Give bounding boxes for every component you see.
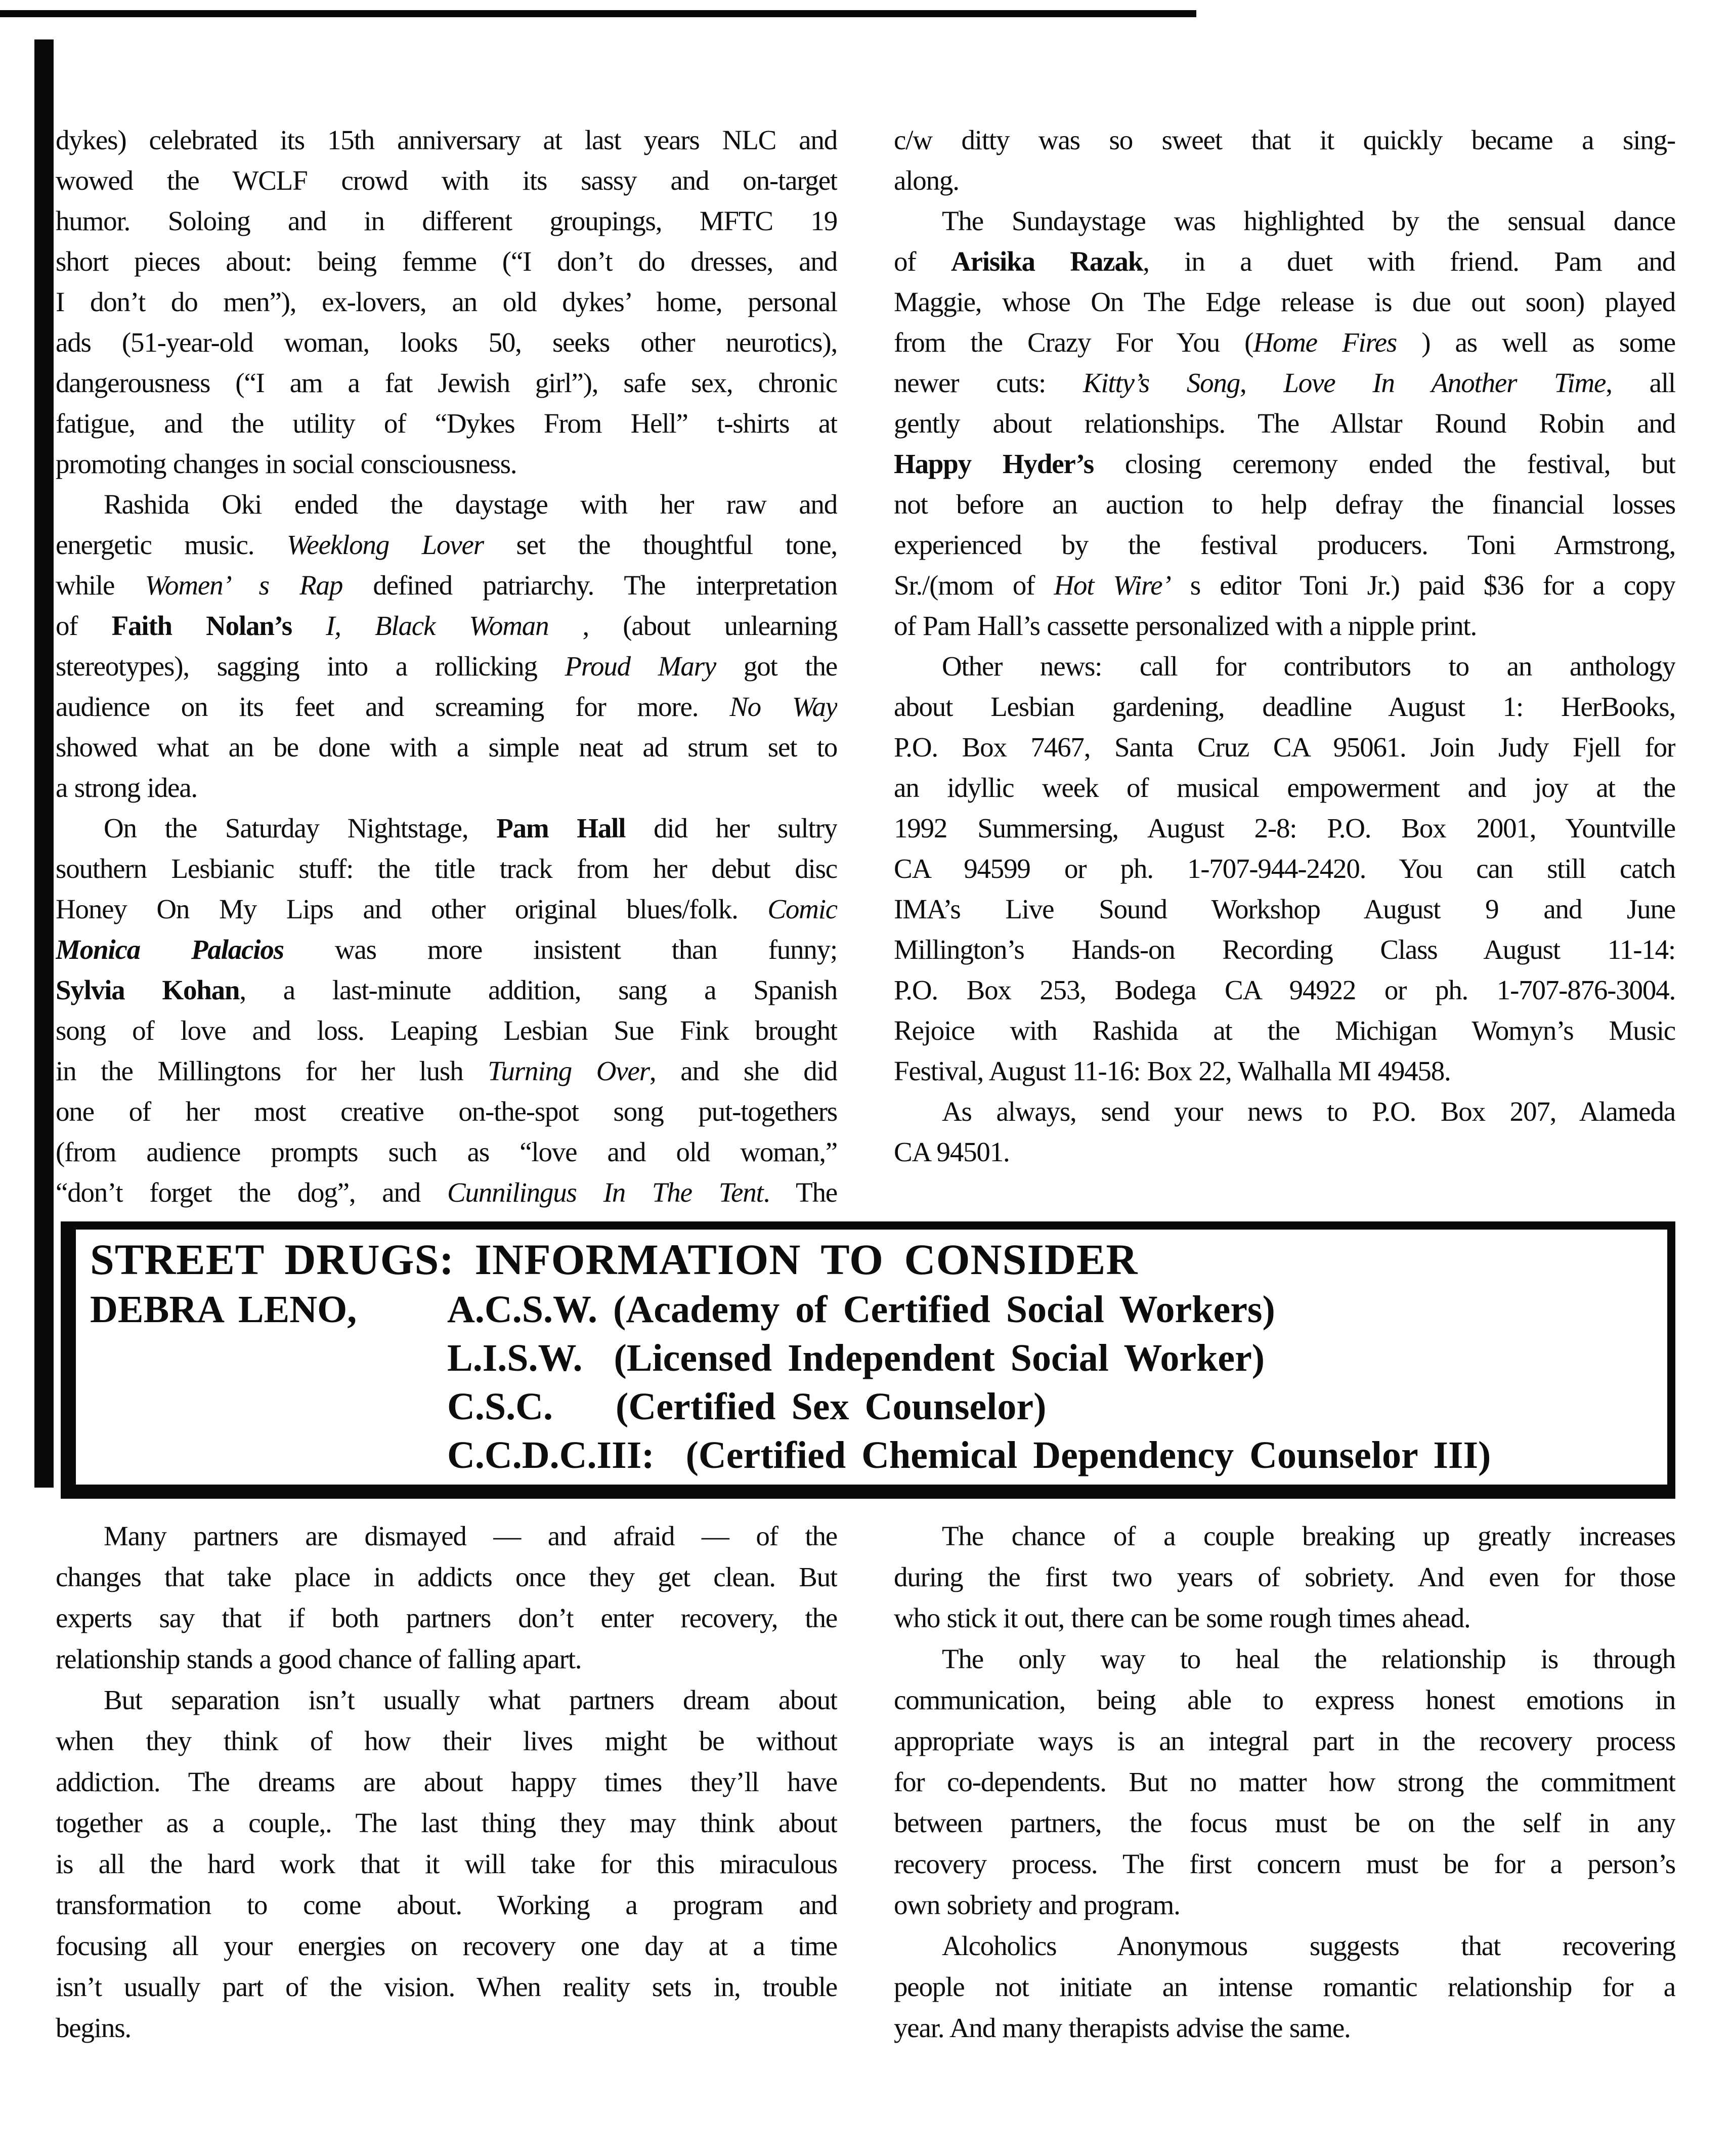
text-run: CA 94599 or ph. 1-707-944-2420. You can still catch [894,853,1675,884]
text-line [894,363,1675,403]
text-run: own sobriety and program. [894,1889,1180,1920]
text-run: humor. Soloing and in different groupings, MFTC 19 [56,205,837,236]
text-run: along. [894,165,959,196]
text-line [56,687,837,727]
text-line [56,929,837,970]
text-line [894,120,1675,160]
text-line [56,484,837,525]
text-run: Maggie, whose On The Edge release is due out soon) played [894,286,1675,317]
text-run: gently about relationships. The Allstar Round Robin and [894,408,1675,439]
text-run: audience on its feet and screaming for more. [56,691,730,722]
text-line [894,241,1675,282]
article-column-bottom-left [56,1515,837,2048]
text-run: year. And many therapists advise the same. [894,2012,1351,2043]
text-line [894,808,1675,849]
text-line [56,768,837,808]
text-run: Festival, August 11-16: Box 22, Walhalla MI 49458. [894,1055,1451,1086]
text-line [56,322,837,363]
text-line [56,1515,837,1556]
text-line [894,646,1675,687]
text-line [894,1761,1675,1802]
text-run: during the first two years of sobriety. And even for those [894,1561,1675,1592]
text-line [894,889,1675,929]
text-run: Women’ s Rap [145,570,343,601]
text-run: On the Saturday Nightstage, [104,813,497,843]
credential-row [90,1334,1658,1382]
text-run: defined patriarchy. The interpretation [342,570,837,601]
text-line [894,1597,1675,1638]
text-line [56,646,837,687]
text-run: Rashida Oki ended the daystage with her raw and [104,489,837,520]
text-run: Sylvia Kohan [56,975,240,1005]
text-line [56,1172,837,1213]
text-run: s editor Toni Jr.) paid $36 for a copy [1171,570,1675,601]
text-run: from the Crazy For You ( [894,327,1253,358]
credential-name [90,1382,447,1431]
text-run: energetic music. [56,529,287,560]
text-run: for co-dependents. But no matter how strong the commitment [894,1766,1675,1797]
text-line [894,1091,1675,1132]
text-line [56,120,837,160]
text-line [56,1843,837,1884]
text-line [894,1132,1675,1172]
text-run: together as a couple,. The last thing they may think about [56,1807,837,1838]
text-run: Many partners are dismayed — and afraid — of the [104,1520,837,1551]
text-line [56,1720,837,1761]
text-run: when they think of how their lives might be without [56,1725,837,1756]
text-run: not before an auction to help defray the financial losses [894,489,1675,520]
article-column-top-right [894,120,1675,1172]
text-run: appropriate ways is an integral part in the recovery process [894,1725,1675,1756]
text-line [56,889,837,929]
credential-text: C.S.C. (Certified Sex Counselor) [447,1385,1047,1428]
text-line [56,727,837,768]
text-line [56,1802,837,1843]
text-line [56,849,837,889]
text-run: one of her most creative on-the-spot song put-togethers [56,1096,837,1127]
text-line [894,444,1675,484]
text-line [894,929,1675,970]
text-run: P.O. Box 7467, Santa Cruz CA 95061. Join Judy Fjell for [894,732,1675,763]
text-run: stereotypes), sagging into a rollicking [56,651,565,682]
text-line [56,1638,837,1679]
text-run: , [1240,367,1284,398]
credential-text: C.C.D.C.III: (Certified Chemical Dependency Counselor III) [447,1434,1491,1476]
text-run: I don’t do men”), ex-lovers, an old dykes’ home, personal [56,286,837,317]
text-run: “don’t forget the dog”, and [56,1177,447,1208]
text-line [894,970,1675,1010]
text-line [894,727,1675,768]
text-line [894,1720,1675,1761]
text-run: Proud Mary [565,651,716,682]
text-line [56,201,837,241]
text-run: No Way [729,691,837,722]
text-line [56,1051,837,1091]
text-line [894,1802,1675,1843]
text-run [292,610,326,641]
text-line [894,1884,1675,1925]
text-run: transformation to come about. Working a program and [56,1889,837,1920]
text-line [56,1884,837,1925]
text-run: wowed the WCLF crowd with its sassy and on-target [56,165,837,196]
text-run: recovery process. The first concern must be for a person’s [894,1848,1675,1879]
street-drugs-info-box [61,1221,1675,1499]
text-line [894,1010,1675,1051]
text-line [894,849,1675,889]
text-run: an idyllic week of musical empowerment and joy at the [894,772,1675,803]
text-run: relationship stands a good chance of falling apart. [56,1643,582,1674]
text-run: Cunnilingus In The Tent [447,1177,763,1208]
credential-name: DEBRA LENO, [90,1288,357,1331]
text-run: ) as well as some [1397,327,1675,358]
text-run: Honey On My Lips and other original blues/folk. [56,894,768,924]
text-run: Alcoholics Anonymous suggests that recovering [942,1930,1675,1961]
text-run: . The [763,1177,837,1208]
text-line [894,1679,1675,1720]
text-line [894,1556,1675,1597]
text-line [56,363,837,403]
text-run: about Lesbian gardening, deadline August 1: HerBooks, [894,691,1675,722]
text-line [56,444,837,484]
text-run: is all the hard work that it will take for this miraculous [56,1848,837,1879]
text-line [894,1051,1675,1091]
text-run: CA 94501. [894,1136,1010,1167]
text-run: Turning Over [488,1055,650,1086]
text-line [56,808,837,849]
text-line [56,1556,837,1597]
text-run: addiction. The dreams are about happy times they’ll have [56,1766,837,1797]
text-run: Monica Palacios [56,934,284,965]
text-run: changes that take place in addicts once they get clean. But [56,1561,837,1592]
text-run: dykes) celebrated its 15th anniversary at last years NLC and [56,124,837,155]
text-line [56,1761,837,1802]
credential-name [90,1431,447,1479]
text-run: ads (51-year-old woman, looks 50, seeks other neurotics), [56,327,837,358]
text-line [894,1638,1675,1679]
text-run: Love In Another Time [1283,367,1606,398]
credential-row [90,1431,1658,1479]
text-run: of [56,610,112,641]
text-run: in the Millingtons for her lush [56,1055,488,1086]
text-run: Weeklong Lover [286,529,484,560]
text-line [56,565,837,606]
scan-artifact-left-bar [34,39,54,1488]
text-run: got the [716,651,837,682]
text-line [894,282,1675,322]
text-run: Pam Hall [496,813,626,843]
text-run: song of love and loss. Leaping Lesbian Sue Fink brought [56,1015,837,1046]
text-line [56,160,837,201]
text-run: who stick it out, there can be some rough times ahead. [894,1602,1470,1633]
text-line [894,1925,1675,1966]
text-run: isn’t usually part of the vision. When reality sets in, trouble [56,1971,837,2002]
text-run: (from audience prompts such as “love and old woman,” [56,1136,837,1167]
scan-artifact-top-line [0,10,1196,17]
text-run: The chance of a couple breaking up greatly increases [942,1520,1675,1551]
text-run: , (about unlearning [548,610,837,641]
text-line [894,525,1675,565]
text-run: people not initiate an intense romantic relationship for a [894,1971,1675,2002]
info-box-credential-rows [90,1285,1658,1479]
text-run: short pieces about: being femme (“I don’t do dresses, and [56,246,837,277]
text-run: showed what an be done with a simple neat ad strum set to [56,732,837,763]
text-run: Sr./(mom of [894,570,1054,601]
text-line [56,1132,837,1172]
text-run: between partners, the focus must be on the self in any [894,1807,1675,1838]
credential-row [90,1382,1658,1431]
text-run: Comic [767,894,837,924]
text-run: dangerousness (“I am a fat Jewish girl”), safe sex, chronic [56,367,837,398]
text-line [894,403,1675,444]
text-run: c/w ditty was so sweet that it quickly became a sing- [894,124,1675,155]
text-run: focusing all your energies on recovery one day at a time [56,1930,837,1961]
text-run: southern Lesbianic stuff: the title track from her debut disc [56,853,837,884]
text-run: As always, send your news to P.O. Box 207, Alameda [942,1096,1675,1127]
text-run: Kitty’s Song [1082,367,1240,398]
text-run: did her sultry [625,813,837,843]
text-line [894,1966,1675,2007]
text-line [56,525,837,565]
text-run: IMA’s Live Sound Workshop August 9 and June [894,894,1675,924]
text-run: promoting changes in social consciousness. [56,448,517,479]
text-run: newer cuts: [894,367,1083,398]
text-line [56,1925,837,1966]
text-line [56,282,837,322]
text-line [894,768,1675,808]
text-run: experienced by the festival producers. Toni Armstrong, [894,529,1675,560]
text-line [894,160,1675,201]
text-line [56,1091,837,1132]
text-run: was more insistent than funny; [283,934,837,965]
text-run: Rejoice with Rashida at the Michigan Womyn’s Music [894,1015,1675,1046]
text-line [56,403,837,444]
text-run: The only way to heal the relationship is through [942,1643,1675,1674]
text-line [56,241,837,282]
text-run: communication, being able to express honest emotions in [894,1684,1675,1715]
text-line [56,1597,837,1638]
text-run: Millington’s Hands-on Recording Class August 11-14: [894,934,1675,965]
info-box-title: STREET DRUGS: INFORMATION TO CONSIDER [90,1235,1138,1284]
credential-name [90,1334,447,1382]
article-column-bottom-right [894,1515,1675,2048]
text-line [894,565,1675,606]
text-run: Happy Hyder’s [894,448,1094,479]
text-line [56,1010,837,1051]
text-run: Hot Wire’ [1054,570,1171,601]
text-run: P.O. Box 253, Bodega CA 94922 or ph. 1-707-876-3004. [894,975,1675,1005]
text-run: Arisika Razak [951,246,1143,277]
text-run: of Pam Hall’s cassette personalized with a nipple print. [894,610,1477,641]
text-run: , a last-minute addition, sang a Spanish [239,975,837,1005]
credential-text: A.C.S.W. (Academy of Certified Social Workers) [447,1288,1275,1331]
credential-text: L.I.S.W. (Licensed Independent Social Worker) [447,1337,1265,1379]
text-run: I, Black Woman [326,610,549,641]
text-line [56,606,837,646]
text-run: But separation isn’t usually what partners dream about [104,1684,837,1715]
text-run: of [894,246,951,277]
text-line [56,970,837,1010]
text-run: The Sundaystage was highlighted by the sensual dance [942,205,1675,236]
text-line [894,606,1675,646]
credential-row [90,1285,1658,1334]
text-line [894,687,1675,727]
article-column-top-left [56,120,837,1213]
text-run: begins. [56,2012,131,2043]
text-run: experts say that if both partners don’t enter recovery, the [56,1602,837,1633]
text-run: fatigue, and the utility of “Dykes From Hell” t-shirts at [56,408,837,439]
text-run: , in a duet with friend. Pam and [1143,246,1675,277]
text-line [894,201,1675,241]
text-line [894,1843,1675,1884]
text-run: while [56,570,145,601]
text-run: set the thoughtful tone, [483,529,837,560]
text-run: , all [1606,367,1675,398]
text-line [894,2007,1675,2048]
text-run: 1992 Summersing, August 2-8: P.O. Box 2001, Yountville [894,813,1675,843]
text-line [894,322,1675,363]
text-run: , and she did [649,1055,837,1086]
text-run: Home Fires [1253,327,1397,358]
text-run: Faith Nolan’s [111,610,292,641]
text-run: Other news: call for contributors to an anthology [942,651,1675,682]
text-line [894,1515,1675,1556]
text-line [894,484,1675,525]
text-run: closing ceremony ended the festival, but [1093,448,1675,479]
text-line [56,2007,837,2048]
text-line [56,1679,837,1720]
text-run: a strong idea. [56,772,197,803]
text-line [56,1966,837,2007]
